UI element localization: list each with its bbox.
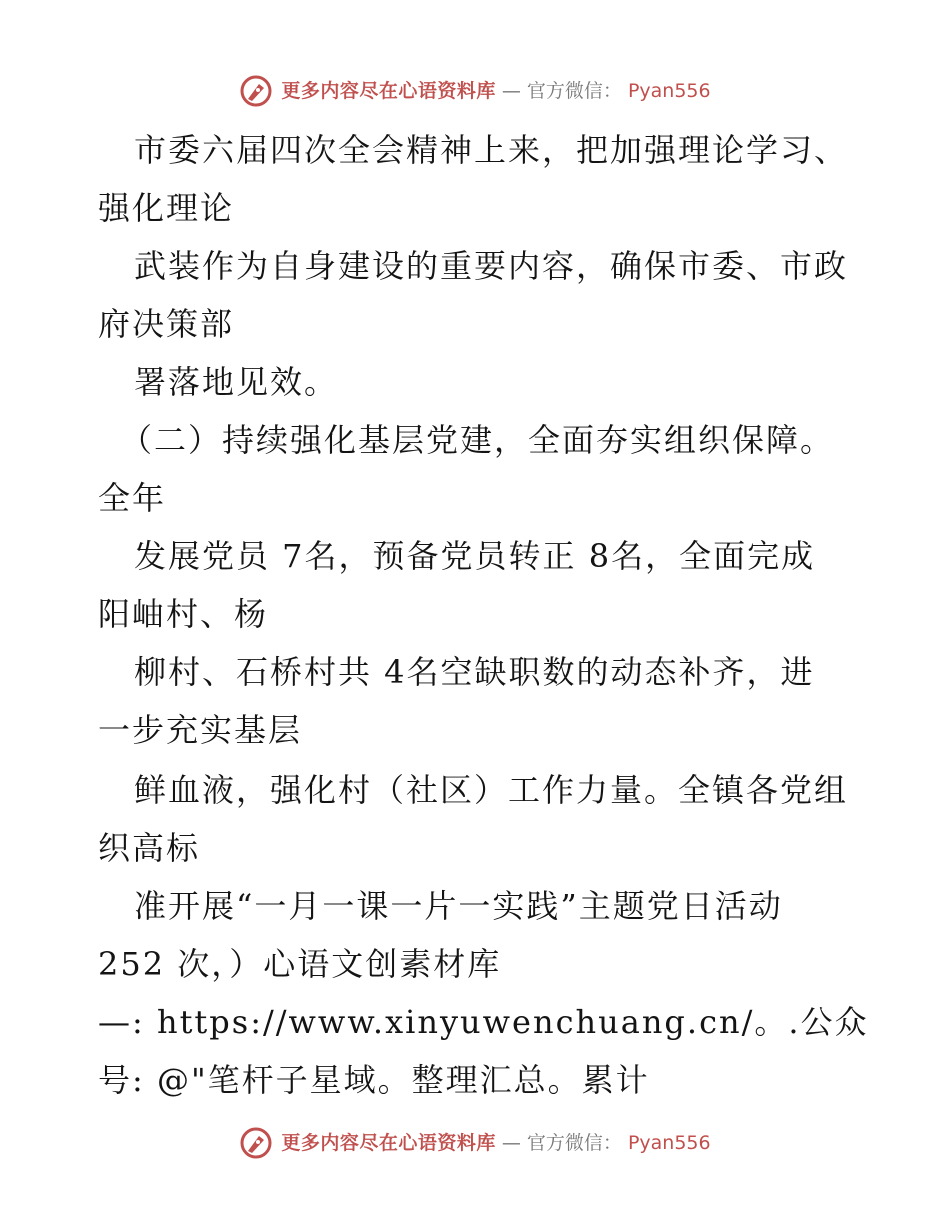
text-line: 府决策部 <box>98 305 235 343</box>
text-line: 全年 <box>98 479 167 517</box>
banner-title: 更多内容尽在心语资料库 <box>281 1132 496 1154</box>
text-line: 市委六届四次全会精神上来，把加强理论学习、 <box>134 131 849 169</box>
text-line: 强化理论 <box>98 189 235 227</box>
banner-wechat-id: Pyan556 <box>627 80 711 102</box>
text-line: 武装作为自身建设的重要内容，确保市委、市政 <box>134 247 849 285</box>
pen-nib-logo-icon <box>239 1126 273 1160</box>
text-line: —: https://www.xinyuwenchuang.cn/。.公众 <box>98 1003 869 1041</box>
text-line: （二）持续强化基层党建，全面夯实组织保障。 <box>120 421 835 459</box>
header-banner <box>0 74 950 108</box>
text-line: 鲜血液，强化村（社区）工作力量。全镇各党组 <box>134 771 849 809</box>
text-line: 织高标 <box>98 829 201 867</box>
text-line: 号: @"笔杆子星域。整理汇总。累计 <box>98 1061 650 1099</box>
text-line: 柳村、石桥村共 4名空缺职数的动态补齐，进 <box>134 653 815 691</box>
banner-separator: — <box>501 1132 521 1154</box>
pen-nib-logo-icon <box>239 74 273 108</box>
text-line: 阳岫村、杨 <box>98 595 269 633</box>
banner-title: 更多内容尽在心语资料库 <box>281 80 496 102</box>
banner-wechat-label: 官方微信： <box>526 80 622 102</box>
banner-wechat-id: Pyan556 <box>627 1132 711 1154</box>
banner-wechat-label: 官方微信： <box>526 1132 622 1154</box>
footer-banner <box>0 1126 950 1160</box>
banner-separator: — <box>501 80 521 102</box>
text-line: 署落地见效。 <box>134 363 339 401</box>
text-line: 发展党员 7名，预备党员转正 8名，全面完成 <box>134 537 816 575</box>
text-line: 252 次，）心语文创素材库 <box>98 945 502 983</box>
text-line: 准开展“一月一课一片一实践”主题党日活动 <box>134 887 783 925</box>
text-line: 一步充实基层 <box>98 711 303 749</box>
